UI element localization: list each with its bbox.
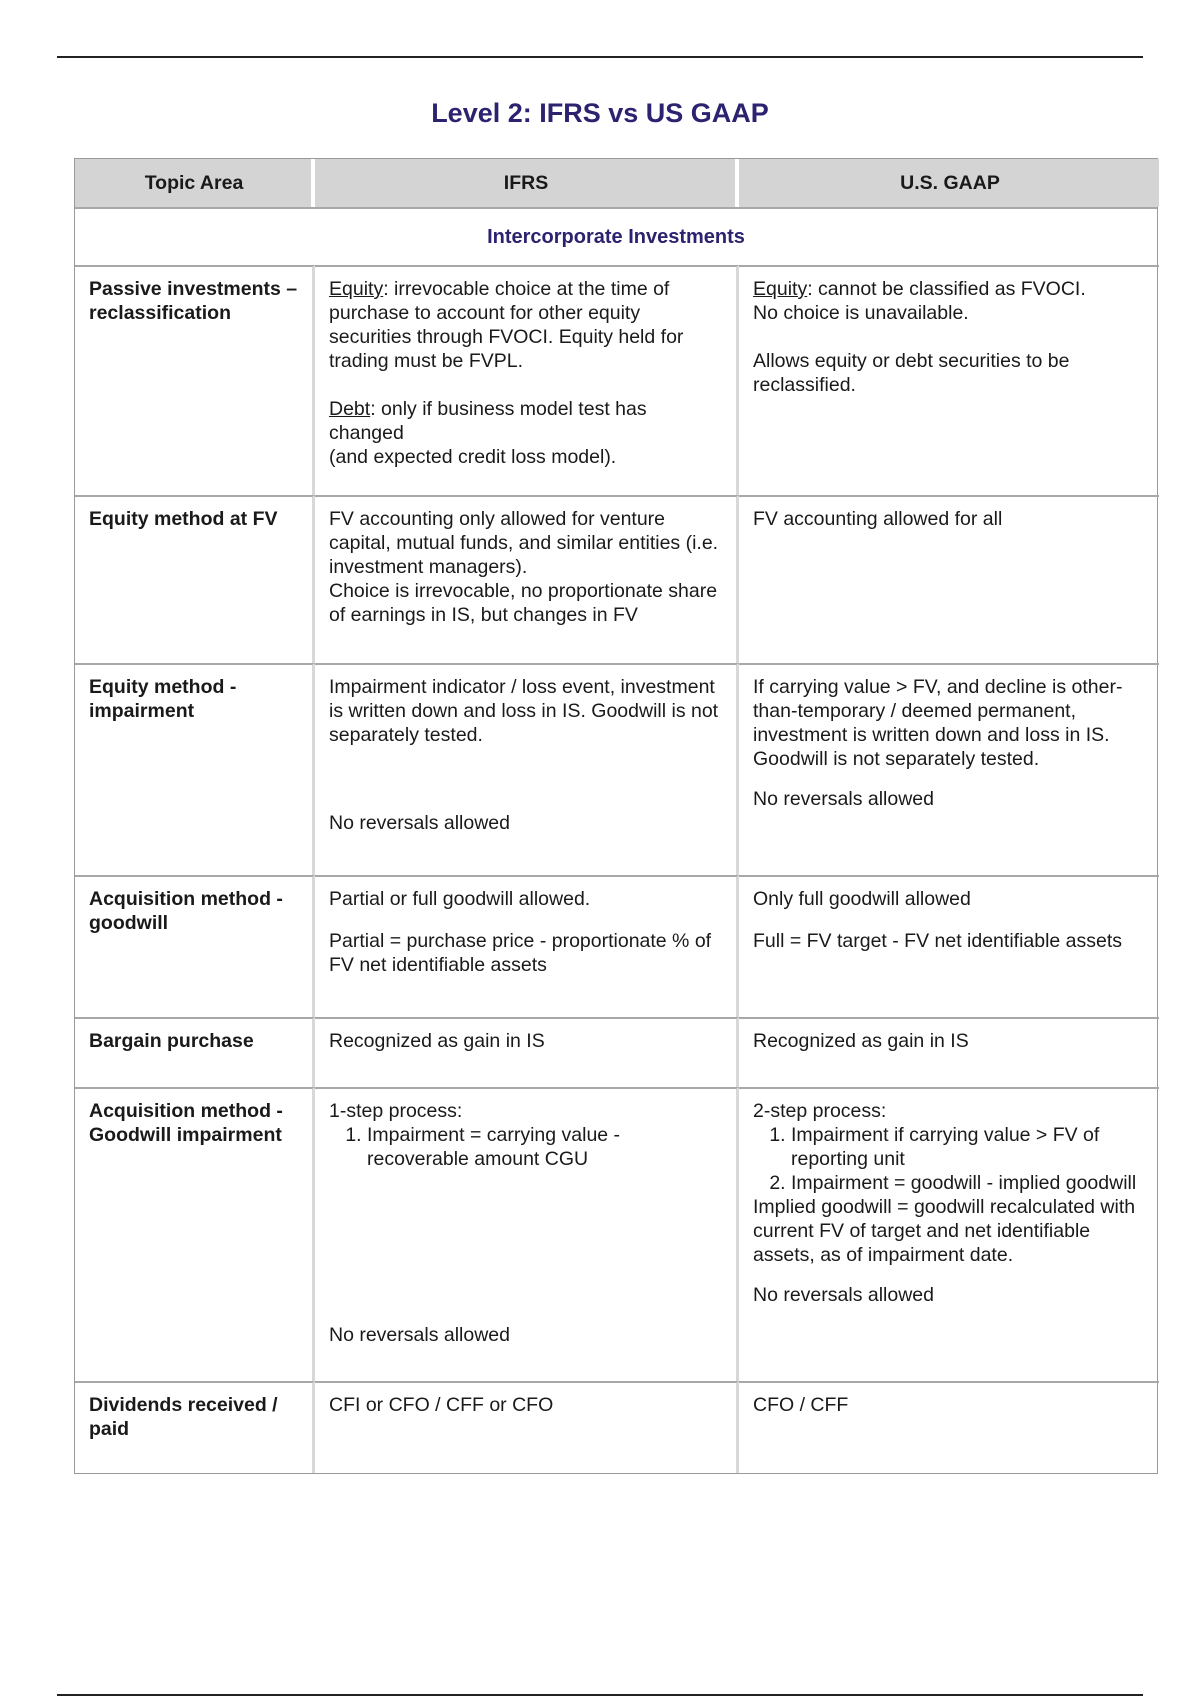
- ifrs-equity-label: Equity: [329, 278, 384, 300]
- header-ifrs: IFRS: [315, 159, 739, 207]
- list-item: 1. Impairment = carrying value - recoverable amount CGU: [367, 1123, 724, 1171]
- ifrs-text: Partial or full goodwill allowed.: [329, 888, 591, 910]
- ifrs-text: Impairment indicator / loss event, investment is written down and loss in IS. Goodwill is not separately tested.: [329, 676, 719, 746]
- gaap-line: No choice is unavailable.: [753, 302, 969, 324]
- ifrs-steps-list: [329, 1123, 724, 1171]
- list-item: 1. Impairment if carrying value > FV of reporting unit: [791, 1123, 1147, 1171]
- gaap-text: No reversals allowed: [753, 788, 934, 810]
- gaap-equity-label: Equity: [753, 278, 808, 300]
- gaap-steps-list: [753, 1123, 1147, 1195]
- gaap-cell: [739, 1087, 1159, 1381]
- header-gaap: U.S. GAAP: [739, 159, 1159, 207]
- table-row: [75, 1381, 1157, 1473]
- ifrs-cell: [315, 1017, 739, 1087]
- bottom-rule: [57, 1694, 1143, 1696]
- table-row: [75, 875, 1157, 1017]
- topic-cell: Acquisition method - goodwill: [75, 875, 315, 1017]
- gaap-cell: [739, 495, 1159, 663]
- gaap-text: Only full goodwill allowed: [753, 888, 971, 910]
- gaap-cell: [739, 663, 1159, 875]
- header-topic: Topic Area: [75, 159, 315, 207]
- ifrs-cell: [315, 663, 739, 875]
- ifrs-debt-note: (and expected credit loss model).: [329, 446, 617, 468]
- ifrs-cell: [315, 1087, 739, 1381]
- topic-cell: Equity method at FV: [75, 495, 315, 663]
- topic-cell: Acquisition method - Goodwill impairment: [75, 1087, 315, 1381]
- top-rule: [57, 56, 1143, 58]
- ifrs-cell: [315, 495, 739, 663]
- gaap-text: Implied goodwill = goodwill recalculated with current FV of target and net identifiable assets, as of impairment date.: [753, 1196, 1136, 1266]
- ifrs-text: 1-step process:: [329, 1100, 463, 1122]
- ifrs-debt-label: Debt: [329, 398, 371, 420]
- ifrs-cell: [315, 265, 739, 495]
- ifrs-text: No reversals allowed: [329, 812, 510, 834]
- ifrs-text: Choice is irrevocable, no proportionate share of earnings in IS, but changes in FV: [329, 580, 718, 626]
- ifrs-text: FV accounting only allowed for venture capital, mutual funds, and similar entities (i.e. investment managers).: [329, 508, 719, 578]
- gaap-text: If carrying value > FV, and decline is other-than-temporary / deemed permanent, investment is written down and loss in IS. Goodwill is not separately tested.: [753, 676, 1123, 770]
- page-title: Level 2: IFRS vs US GAAP: [431, 98, 769, 128]
- comparison-table: [74, 158, 1158, 1474]
- ifrs-cell: [315, 875, 739, 1017]
- table-row: [75, 495, 1157, 663]
- gaap-cell: [739, 875, 1159, 1017]
- gaap-equity-text: : cannot be classified as FVOCI.: [807, 278, 1086, 300]
- gaap-line: Allows equity or debt securities to be reclassified.: [753, 350, 1070, 396]
- table-row: [75, 1087, 1157, 1381]
- gaap-text: Recognized as gain in IS: [753, 1030, 969, 1052]
- ifrs-equity-text: : irrevocable choice at the time of purchase to account for other equity securities through FVOCI. Equity held for trading must be FVPL.: [329, 278, 684, 372]
- gaap-text: CFO / CFF: [753, 1394, 849, 1416]
- ifrs-text: Recognized as gain in IS: [329, 1030, 545, 1052]
- table-row: [75, 265, 1157, 495]
- topic-cell: Passive investments – reclassification: [75, 265, 315, 495]
- gaap-cell: [739, 1017, 1159, 1087]
- gaap-text: FV accounting allowed for all: [753, 508, 1003, 530]
- ifrs-text: CFI or CFO / CFF or CFO: [329, 1394, 554, 1416]
- gaap-text: Full = FV target - FV net identifiable assets: [753, 930, 1123, 952]
- gaap-cell: [739, 1381, 1159, 1473]
- section-heading: Intercorporate Investments: [75, 207, 1157, 265]
- list-item: 2. Impairment = goodwill - implied goodwill: [791, 1171, 1147, 1195]
- table-row: [75, 1017, 1157, 1087]
- table-header-row: [75, 159, 1157, 207]
- gaap-cell: [739, 265, 1159, 495]
- topic-cell: Equity method - impairment: [75, 663, 315, 875]
- gaap-text: No reversals allowed: [753, 1284, 934, 1306]
- gaap-text: 2-step process:: [753, 1100, 887, 1122]
- ifrs-debt-text: : only if business model test has changed: [329, 398, 647, 444]
- topic-cell: Dividends received / paid: [75, 1381, 315, 1473]
- topic-cell: Bargain purchase: [75, 1017, 315, 1087]
- table-row: [75, 663, 1157, 875]
- ifrs-text: Partial = purchase price - proportionate % of FV net identifiable assets: [329, 930, 712, 976]
- ifrs-cell: [315, 1381, 739, 1473]
- ifrs-text: No reversals allowed: [329, 1324, 510, 1346]
